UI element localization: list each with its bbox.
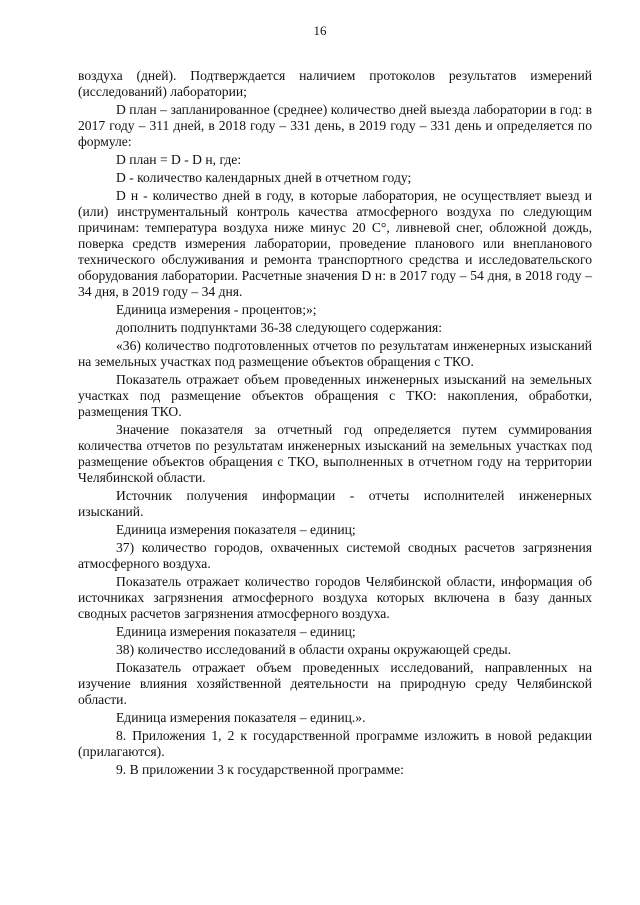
paragraph: D план – запланированное (среднее) количество дней выезда лаборатории в год: в 2017 году – 311 дней, в 2018 году – 331 день, в 2019 году – 331 день и определяется по формуле: (78, 102, 592, 149)
paragraph: 8. Приложения 1, 2 к государственной программе изложить в новой редакции (прилагаются). (78, 728, 592, 759)
paragraph: Показатель отражает количество городов Челябинской области, информация об источниках загрязнения атмосферного воздуха которых включена в базу данных сводных расчетов загрязнения атмосферного воздуха. (78, 574, 592, 621)
paragraph: Единица измерения - процентов;»; (116, 302, 317, 317)
paragraph: 37) количество городов, охваченных системой сводных расчетов загрязнения атмосферного воздуха. (78, 540, 592, 571)
paragraph: D - количество календарных дней в отчетном году; (116, 170, 412, 185)
paragraph: Источник получения информации - отчеты исполнителей инженерных изысканий. (78, 488, 592, 519)
paragraph: воздуха (дней). Подтверждается наличием протоколов результатов измерений (исследований) лаборатории; (78, 68, 592, 99)
paragraph: Показатель отражает объем проведенных инженерных изысканий на земельных участках под размещение объектов обращения с ТКО: накопления, обработки, размещения ТКО. (78, 372, 592, 419)
paragraph: «36) количество подготовленных отчетов по результатам инженерных изысканий на земельных участках под размещение объектов обращения с ТКО. (78, 338, 592, 369)
paragraph: Показатель отражает объем проведенных исследований, направленных на изучение влияния хозяйственной деятельности на природную среду Челябинской области. (78, 660, 592, 707)
paragraph: Значение показателя за отчетный год определяется путем суммирования количества отчетов по результатам инженерных изысканий на земельных участках под размещение объектов обращения с ТКО, выполненных в отчетном году на территории Челябинской области. (78, 422, 592, 485)
page-number: 16 (313, 23, 327, 38)
paragraph: 38) количество исследований в области охраны окружающей среды. (116, 642, 512, 657)
paragraph: D н - количество дней в году, в которые лаборатория, не осуществляет выезд и (или) инструментальный контроль качества атмосферного воздуха по следующим причинам: температура воздуха ниже минус 20 С°, ливневой снег, обложной дождь, поверка средств измерения лаборатории, проведение планового или внепланового технического обслуживания и ремонта транспортного средства и исследовательского оборудования лаборатории. Расчетные значения D н: в 2017 году – 54 дня, в 2018 году – 34 дня, в 2019 году – 34 дня. (78, 188, 592, 299)
paragraph: Единица измерения показателя – единиц; (116, 522, 356, 537)
paragraph: 9. В приложении 3 к государственной программе: (116, 762, 404, 777)
document-body (78, 68, 592, 780)
paragraph: Единица измерения показателя – единиц.». (116, 710, 366, 725)
paragraph: дополнить подпунктами 36-38 следующего содержания: (116, 320, 443, 335)
paragraph: D план = D - D н, где: (116, 152, 242, 167)
paragraph: Единица измерения показателя – единиц; (116, 624, 356, 639)
